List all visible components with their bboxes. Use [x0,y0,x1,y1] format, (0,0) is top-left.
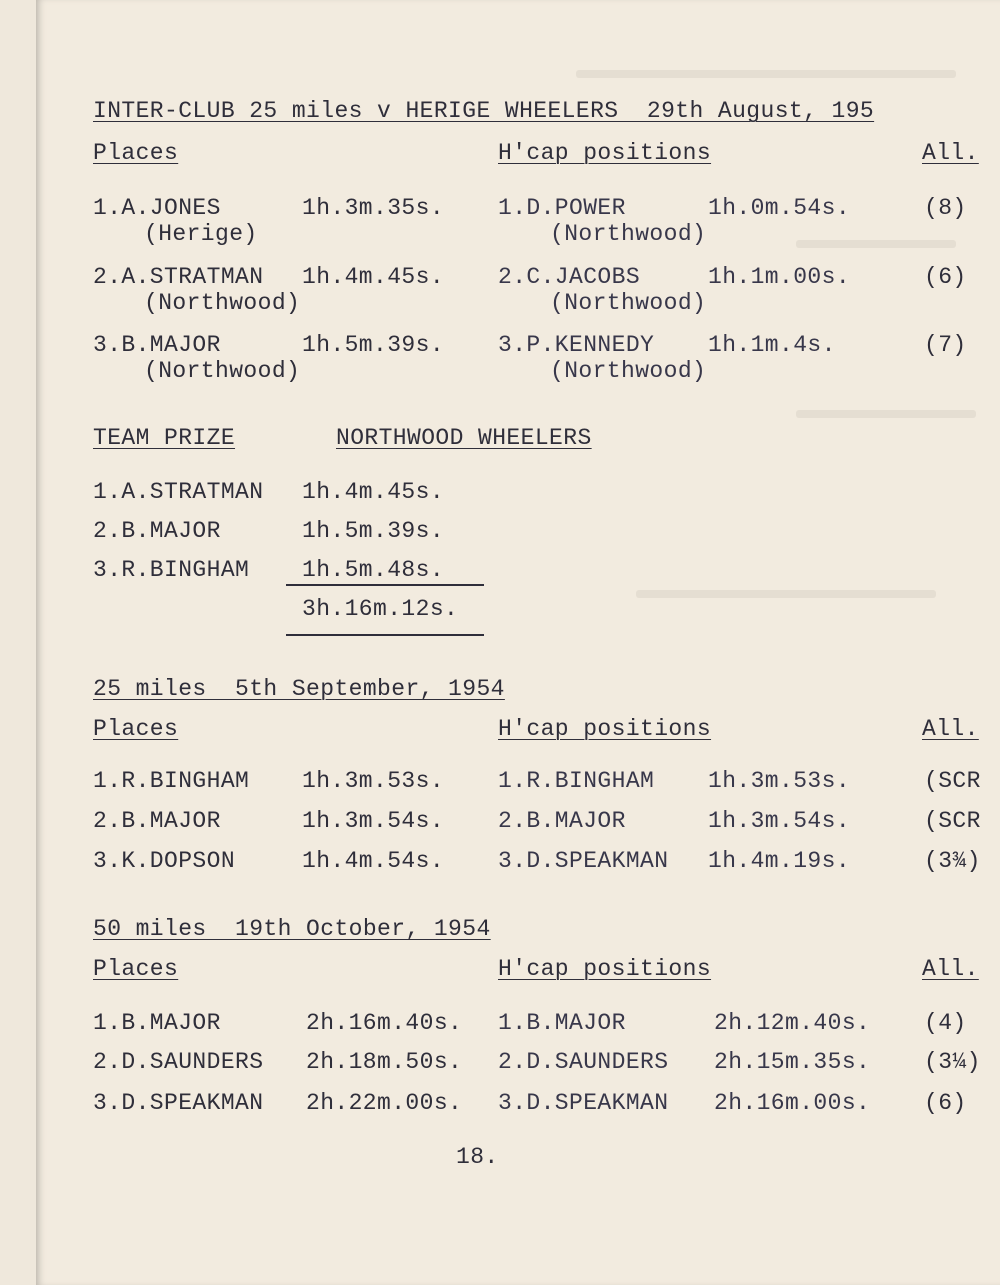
hcap-time: 1h.3m.54s. [708,808,851,834]
column-header-all: All. [922,140,979,166]
hcap-time: 1h.4m.19s. [708,848,851,874]
column-header-places: Places [93,140,179,166]
total-rule [286,634,484,636]
hcap-time: 1h.3m.53s. [708,768,851,794]
place-name: 3.D.SPEAKMAN [93,1090,264,1116]
hcap-name: 1.B.MAJOR [498,1010,626,1036]
hcap-club: (Northwood) [550,221,707,247]
place-time: 1h.5m.39s. [302,332,445,358]
team-total-time: 3h.16m.12s. [302,596,459,622]
place-name: 1.B.MAJOR [93,1010,221,1036]
hcap-time: 1h.1m.4s. [708,332,836,358]
place-time: 2h.16m.40s. [306,1010,463,1036]
place-name: 2.A.STRATMAN [93,264,264,290]
team-member-time: 1h.4m.45s. [302,479,445,505]
place-time: 1h.4m.45s. [302,264,445,290]
hcap-name: 2.D.SAUNDERS [498,1049,669,1075]
allowance: (6) [924,264,967,290]
place-club: (Northwood) [144,358,301,384]
team-member-time: 1h.5m.48s. [302,557,445,583]
allowance: (4) [924,1010,967,1036]
team-member-name: 2.B.MAJOR [93,518,221,544]
hcap-name: 3.D.SPEAKMAN [498,848,669,874]
place-club: (Herige) [144,221,258,247]
hcap-time: 2h.12m.40s. [714,1010,871,1036]
section-heading: INTER-CLUB 25 miles v HERIGE WHEELERS 29th August, 195 [93,98,875,124]
allowance: (3¼) [924,1049,981,1075]
hcap-club: (Northwood) [550,358,707,384]
hcap-time: 1h.1m.00s. [708,264,851,290]
place-name: 3.K.DOPSON [93,848,236,874]
team-member-name: 3.R.BINGHAM [93,557,250,583]
place-time: 1h.3m.54s. [302,808,445,834]
place-name: 2.D.SAUNDERS [93,1049,264,1075]
hcap-name: 2.B.MAJOR [498,808,626,834]
hcap-name: 1.R.BINGHAM [498,768,655,794]
place-name: 1.A.JONES [93,195,221,221]
column-header-all: All. [922,716,979,742]
show-through [796,240,956,248]
show-through [636,590,936,598]
team-prize-club: NORTHWOOD WHEELERS [336,425,592,451]
allowance: (SCR [924,808,981,834]
column-header-hcap: H'cap positions [498,140,712,166]
place-time: 2h.18m.50s. [306,1049,463,1075]
sum-rule [286,584,484,586]
allowance: (7) [924,332,967,358]
column-header-places: Places [93,956,179,982]
section-heading: 50 miles 19th October, 1954 [93,916,491,942]
document-page [36,0,1000,1285]
allowance: (3¾) [924,848,981,874]
place-time: 1h.3m.35s. [302,195,445,221]
page-number: 18. [456,1144,499,1170]
place-club: (Northwood) [144,290,301,316]
place-time: 1h.4m.54s. [302,848,445,874]
team-member-time: 1h.5m.39s. [302,518,445,544]
column-header-places: Places [93,716,179,742]
hcap-name: 3.P.KENNEDY [498,332,655,358]
hcap-name: 1.D.POWER [498,195,626,221]
place-time: 1h.3m.53s. [302,768,445,794]
show-through [796,410,976,418]
hcap-club: (Northwood) [550,290,707,316]
column-header-hcap: H'cap positions [498,716,712,742]
place-time: 2h.22m.00s. [306,1090,463,1116]
show-through [576,70,956,78]
hcap-name: 3.D.SPEAKMAN [498,1090,669,1116]
hcap-time: 2h.15m.35s. [714,1049,871,1075]
hcap-name: 2.C.JACOBS [498,264,641,290]
team-prize-label: TEAM PRIZE [93,425,236,451]
place-name: 1.R.BINGHAM [93,768,250,794]
column-header-all: All. [922,956,979,982]
hcap-time: 1h.0m.54s. [708,195,851,221]
allowance: (SCR [924,768,981,794]
team-member-name: 1.A.STRATMAN [93,479,264,505]
place-name: 3.B.MAJOR [93,332,221,358]
place-name: 2.B.MAJOR [93,808,221,834]
allowance: (6) [924,1090,967,1116]
allowance: (8) [924,195,967,221]
hcap-time: 2h.16m.00s. [714,1090,871,1116]
column-header-hcap: H'cap positions [498,956,712,982]
section-heading: 25 miles 5th September, 1954 [93,676,505,702]
